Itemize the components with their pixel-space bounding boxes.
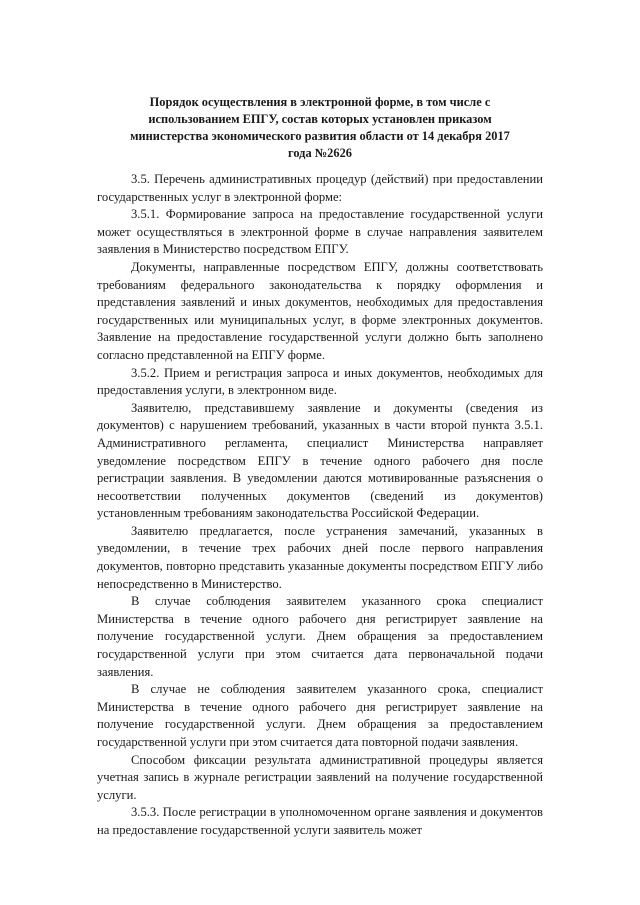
- paragraph-notification: Заявителю, представившему заявление и документы (сведения из документов) с нарушением требований, указанных в части второй пункта 3.5.1. Административного регламента, специалист Министерства направляет уведомление посредством ЕПГУ в течение одного рабочего дня после регистрации заявления. В уведомлении даются мотивированные разъяснения о несоответствии полученных документов (сведений из документов) установленным требованиям законодательства Российской Федерации.: [97, 400, 543, 521]
- paragraph-3-5-1: 3.5.1. Формирование запроса на предоставление государственной услуги может осуществляться в электронной форме в случае направления заявителем заявления в Министерство посредством ЕПГУ.: [97, 207, 543, 257]
- paragraph-3-5-3: 3.5.3. После регистрации в уполномоченном органе заявления и документов на предоставление государственной услуги заявитель может: [97, 805, 543, 837]
- paragraph-3-5: 3.5. Перечень административных процедур (действий) при предоставлении государственных услуг в электронной форме:: [97, 172, 543, 204]
- paragraph-3-5-2: 3.5.2. Прием и регистрация запроса и иных документов, необходимых для предоставления услуги, в электронном виде.: [97, 365, 543, 398]
- paragraph-deadline-missed: В случае не соблюдения заявителем указанного срока, специалист Министерства в течение одного рабочего дня регистрирует заявление на получение государственной услуги. Днем обращения за предоставлением государственной услуги при этом считается дата повторной подачи заявления.: [97, 682, 543, 749]
- paragraph-deadline-met: В случае соблюдения заявителем указанного срока специалист Министерства в течение одного рабочего дня регистрирует заявление на получение государственной услуги. Днем обращения за предоставлением государственной услуги при этом считается дата первоначальной подачи заявления.: [97, 594, 543, 679]
- paragraph-result-fixation: Способом фиксации результата административной процедуры является учетная запись в журнале регистрации заявлений на получение государственной услуги.: [97, 752, 543, 802]
- paragraph-resubmission: Заявителю предлагается, после устранения замечаний, указанных в уведомлении, в течение трех рабочих дней после первого направления документов, повторно представить указанные документы посредством ЕПГУ либо непосредственно в Министерство.: [97, 523, 543, 591]
- document-title: Порядок осуществления в электронной форме, в том числе с использованием ЕПГУ, состав которых установлен приказом министерства экономического развития области от 14 декабря 2017 года №2626: [130, 95, 510, 160]
- document-body: [97, 171, 543, 840]
- paragraph-documents-requirements: Документы, направленные посредством ЕПГУ, должны соответствовать требованиям федерального законодательства к порядку оформления и представления заявлений и иных документов, необходимых для предоставления государственных или муниципальных услуг, в форме электронных документов. Заявление на предоставление государственной услуги должно быть заполнено согласно представленной на ЕПГУ форме.: [97, 259, 543, 362]
